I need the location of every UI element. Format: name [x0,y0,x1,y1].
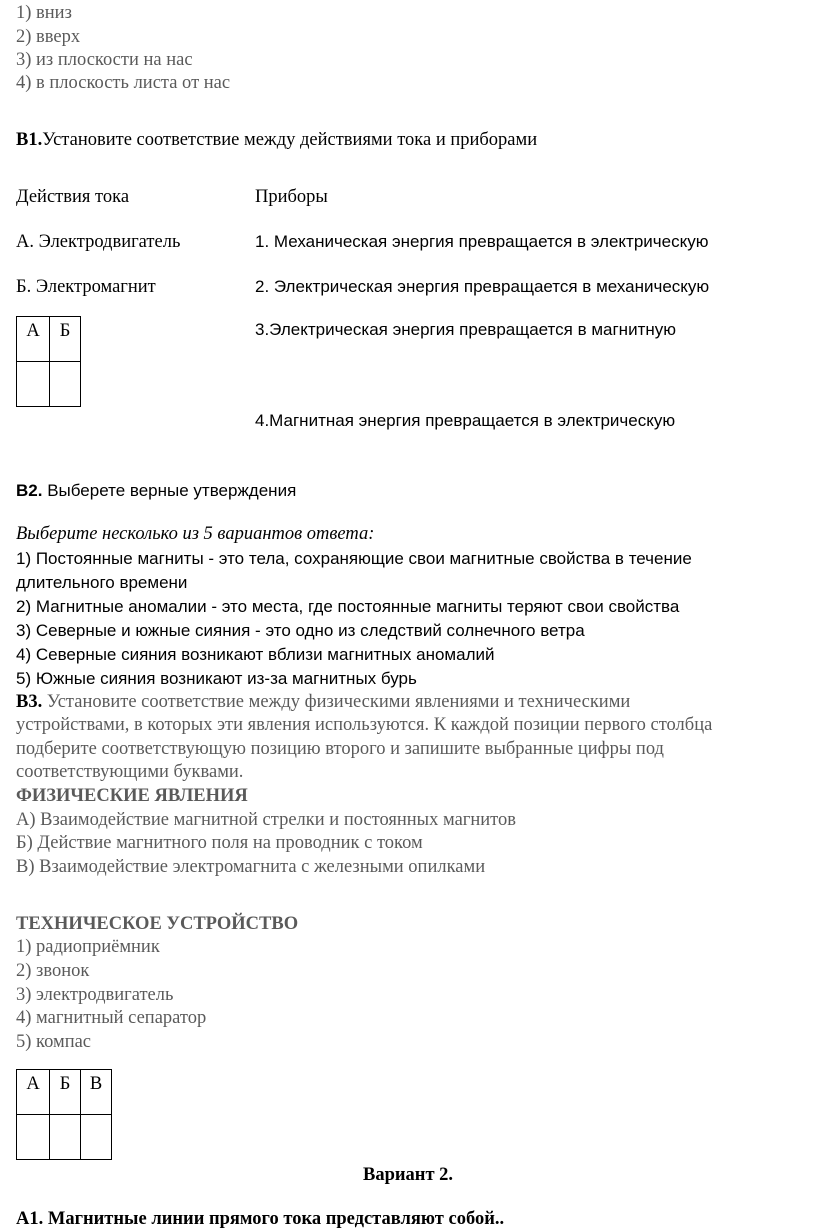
b3-device-4: 4) магнитный сепаратор [16,1008,207,1028]
a1-label: А1. [16,1209,44,1229]
b3-answer-table [16,1069,112,1160]
b3-text-1: Установите соответствие между физическими явлениями и техническими [42,692,631,712]
b3-answer-cell-b[interactable] [50,1115,81,1160]
b3-line-2: устройствами, в которых эти явления используются. К каждой позиции первого столбца [16,715,713,735]
prev-option-4: 4) в плоскость листа от нас [16,73,231,93]
b1-text: Установите соответствие между действиями тока и приборами [42,130,538,150]
b1-answer-cell-a[interactable] [17,362,50,407]
b3-line-1 [16,691,630,713]
b1-right-item-3: 3.Электрическая энергия превращается в магнитную [255,320,676,339]
b3-line-4: соответствующими буквами. [16,762,244,782]
b3-phenomenon-c: В) Взаимодействие электромагнита с железными опилками [16,857,486,877]
b2-option-4: 4) Северные сияния возникают вблизи магнитных аномалий [16,645,495,664]
b1-right-item-2: 2. Электрическая энергия превращается в механическую [255,277,710,296]
b2-option-1: 1) Постоянные магниты - это тела, сохраняющие свои магнитные свойства в течение [16,549,692,568]
b1-label: В1. [16,130,43,150]
b1-answer-table [16,316,81,407]
b3-line-3: подберите соответствующую позицию второго и запишите выбранные цифры под [16,739,664,759]
b3-device-1: 1) радиоприёмник [16,937,160,957]
b3-device-2: 2) звонок [16,961,90,981]
b1-col1-header: Действия тока [16,187,130,207]
b1-question [16,129,537,151]
b3-answer-header-a: А [17,1070,50,1115]
b3-phenomena-header: ФИЗИЧЕСКИЕ ЯВЛЕНИЯ [16,786,248,806]
prev-option-3: 3) из плоскости на нас [16,50,193,70]
a1-question [16,1208,504,1230]
b1-right-item-1: 1. Механическая энергия превращается в электрическую [255,232,709,251]
b1-left-item-a: А. Электродвигатель [16,232,181,252]
b2-option-2: 2) Магнитные аномалии - это места, где постоянные магниты теряют свои свойства [16,597,680,616]
b1-answer-header-b: Б [50,317,81,362]
prev-option-1: 1) вниз [16,3,72,23]
b3-device-5: 5) компас [16,1032,92,1052]
b3-answer-cell-c[interactable] [81,1115,112,1160]
b1-right-item-4: 4.Магнитная энергия превращается в электрическую [255,411,676,430]
b2-option-3: 3) Северные и южные сияния - это одно из следствий солнечного ветра [16,621,585,640]
b1-answer-cell-b[interactable] [50,362,81,407]
b2-label: В2. [16,481,43,500]
b1-answer-header-a: А [17,317,50,362]
b2-hint: Выберите несколько из 5 вариантов ответа: [16,524,375,544]
prev-option-2: 2) вверх [16,27,81,47]
b1-col2-header: Приборы [255,187,328,207]
b2-option-5: 5) Южные сияния возникают из-за магнитных бурь [16,669,417,688]
b3-answer-cell-a[interactable] [17,1115,50,1160]
b3-label: В3. [16,692,43,712]
b2-text: Выберете верные утверждения [42,481,297,500]
variant-title: Вариант 2. [363,1165,454,1185]
b3-phenomenon-b: Б) Действие магнитного поля на проводник с током [16,833,423,853]
b2-question [16,480,296,502]
b2-option-1-cont: длительного времени [16,573,188,592]
b3-devices-header: ТЕХНИЧЕСКОЕ УСТРОЙСТВО [16,914,299,934]
b3-answer-header-c: В [81,1070,112,1115]
a1-text: Магнитные линии прямого тока представляют собой.. [43,1209,505,1229]
b3-answer-header-b: Б [50,1070,81,1115]
b1-left-item-b: Б. Электромагнит [16,277,156,297]
b3-phenomenon-a: А) Взаимодействие магнитной стрелки и постоянных магнитов [16,810,516,830]
b3-device-3: 3) электродвигатель [16,985,174,1005]
